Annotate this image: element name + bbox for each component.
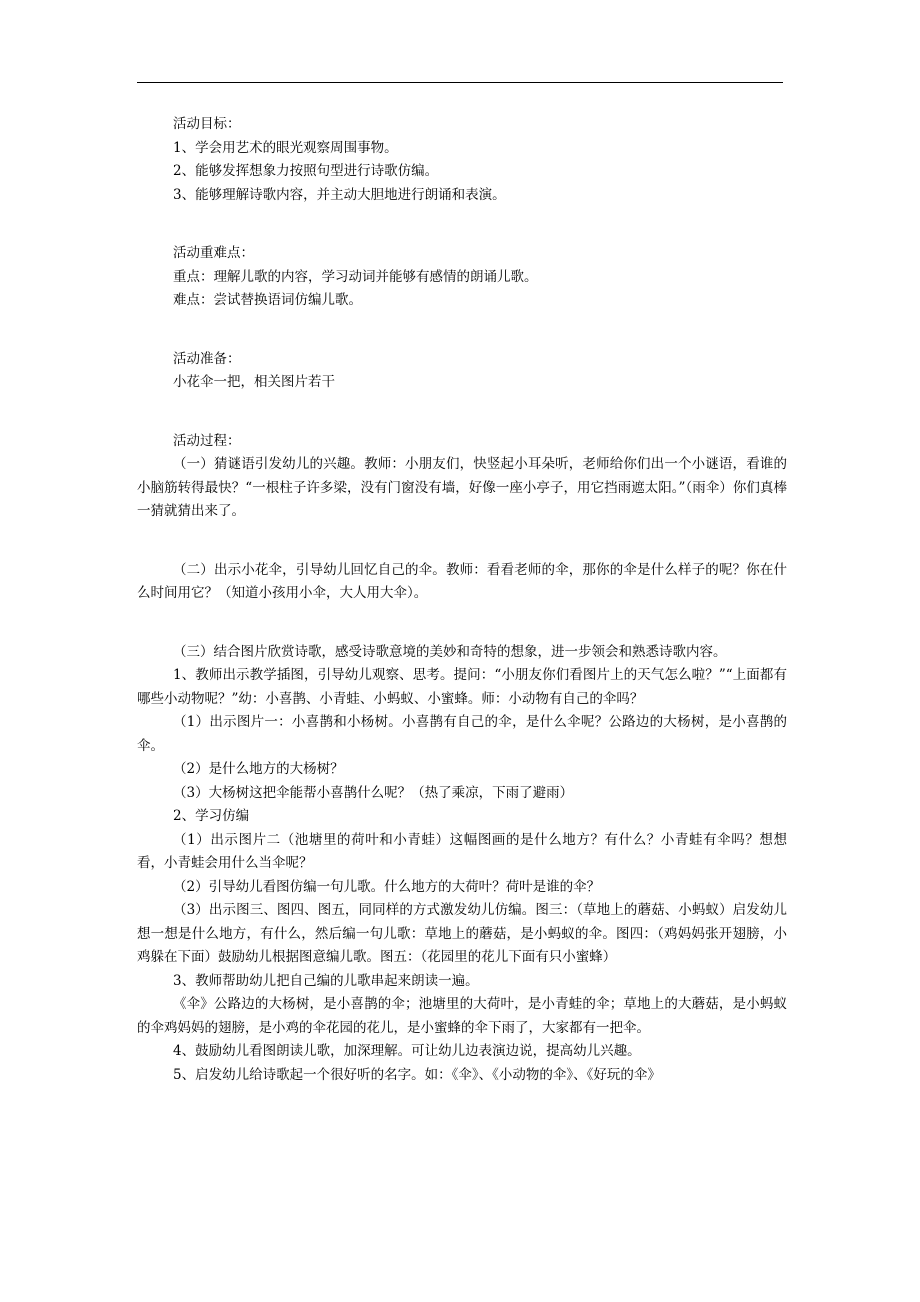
process-step-2: （二）出示小花伞，引导幼儿回忆自己的伞。教师：看看老师的伞，那你的伞是什么样子的呢？你在什么时间用它？（知道小孩用小伞，大人用大伞）。 [137,561,787,601]
sub-step: 1、教师出示教学插图，引导幼儿观察、思考。提问：“小朋友你们看图片上的天气怎么啦？”“上面都有哪些小动物呢？”幼：小喜鹊、小青蛙、小蚂蚁、小蜜蜂。师：小动物有自己的伞吗？ [137,667,787,707]
sub-step: （2）引导幼儿看图仿编一句儿歌。什么地方的大荷叶？荷叶是谁的伞？ [173,878,601,895]
sub-step: 3、教师帮助幼儿把自己编的儿歌串起来朗读一遍。 [173,972,479,989]
sub-step: （1）出示图片二（池塘里的荷叶和小青蛙）这幅图画的是什么地方？有什么？小青蛙有伞吗？想想看，小青蛙会用什么当伞呢？ [137,831,787,871]
sub-step: （2）是什么地方的大杨树？ [173,761,344,777]
preparation-text: 小花伞一把，相关图片若干 [173,374,335,390]
sub-step: （3）出示图三、图四、图五，同同样的方式激发幼儿仿编。图三：（草地上的蘑菇、小蚂蚁）启发幼儿想一想是什么地方，有什么，然后编一句儿歌：草地上的蘑菇，是小蚂蚁的伞。图四：（鸡妈妈张开翅膀，小鸡躲在下面）鼓励幼儿根据图意编儿歌。图五：（花园里的花儿下面有只小蜜蜂） [137,902,787,965]
spacer [137,395,787,430]
spacer [137,207,787,242]
sub-step: （1）出示图片一：小喜鹊和小杨树。小喜鹊有自己的伞，是什么伞呢？公路边的大杨树，是小喜鹊的伞。 [137,714,787,754]
hard-point: 难点：尝试替换语词仿编儿歌。 [173,292,362,308]
spacer [137,524,787,559]
process-step-1: （一）猜谜语引发幼儿的兴趣。教师：小朋友们，快竖起小耳朵听，老师给你们出一个小谜语，看谁的小脑筋转得最快？“一根柱子许多梁，没有门窗没有墙，好像一座小亭子，用它挡雨遮太阳。”（雨伞）你们真棒一猜就猜出来了。 [137,456,787,519]
sub-step: 4、鼓励幼儿看图朗读儿歌，加深理解。可让幼儿边表演边说，提高幼儿兴趣。 [173,1043,641,1059]
preparation-heading: 活动准备： [173,350,241,367]
document-body [137,113,787,1087]
spacer [137,313,787,348]
difficulty-heading: 活动重难点： [173,245,254,261]
process-heading: 活动过程： [173,432,241,449]
header-rule [137,82,783,83]
goals-heading: 活动目标： [173,116,241,132]
poem-text: 《伞》公路边的大杨树，是小喜鹊的伞；池塘里的大荷叶，是小青蛙的伞；草地上的大蘑菇，是小蚂蚁的伞鸡妈妈的翅膀，是小鸡的伞花园的花儿，是小蜜蜂的伞下雨了，大家都有一把伞。 [137,996,787,1036]
sub-step: 2、学习仿编 [173,808,250,824]
sub-step: （3）大杨树这把伞能帮小喜鹊什么呢？（热了乘凉，下雨了避雨） [173,784,574,801]
goal-item: 3、能够理解诗歌内容，并主动大胆地进行朗诵和表演。 [173,186,506,203]
sub-step: 5、启发幼儿给诗歌起一个很好听的名字。如：《伞》、《小动物的伞》、《好玩的伞》 [173,1066,661,1083]
goal-item: 2、能够发挥想象力按照句型进行诗歌仿编。 [173,163,439,179]
process-step-3: （三）结合图片欣赏诗歌，感受诗歌意境的美妙和奇特的想象，进一步领会和熟悉诗歌内容。 [173,643,727,660]
goal-item: 1、学会用艺术的眼光观察周围事物。 [173,139,398,156]
key-point: 重点：理解儿歌的内容，学习动词并能够有感情的朗诵儿歌。 [173,268,538,285]
spacer [137,606,787,641]
